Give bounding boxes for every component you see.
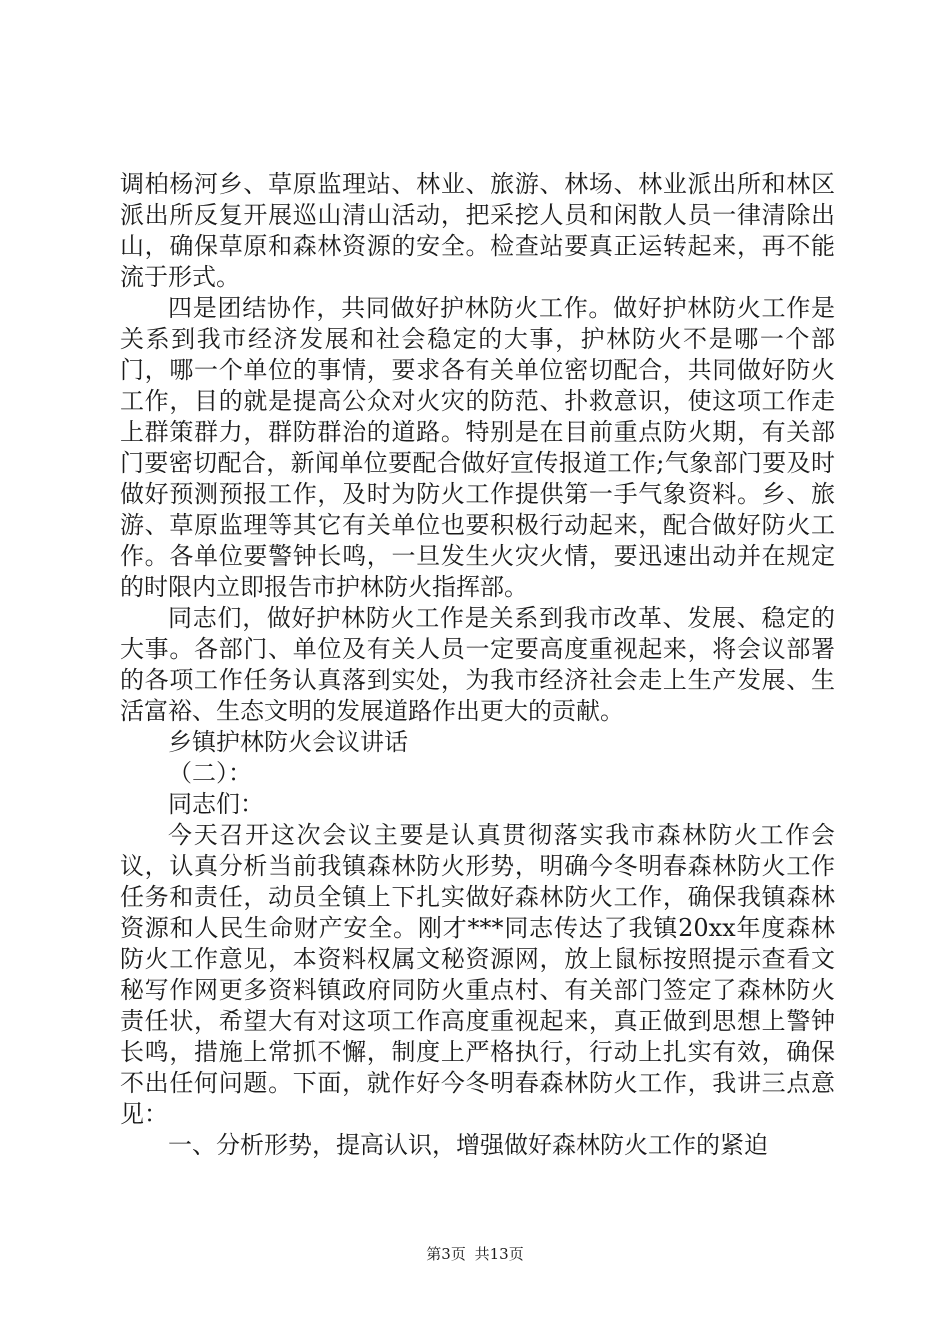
paragraph: 调柏杨河乡、草原监理站、林业、旅游、林场、林业派出所和林区派出所反复开展巡山清山活动，把采挖人员和闲散人员一律清除出山，确保草原和森林资源的安全。检查站要真正运转起来，再不能流于形式。 bbox=[120, 170, 835, 291]
paragraph: 一、分析形势，提高认识，增强做好森林防火工作的紧迫 bbox=[168, 1131, 768, 1159]
document-body bbox=[120, 169, 835, 1161]
paragraph: 四是团结协作，共同做好护林防火工作。做好护林防火工作是关系到我市经济发展和社会稳定的大事，护林防火不是哪一个部门，哪一个单位的事情，要求各有关单位密切配合，共同做好防火工作，目的就是提高公众对火灾的防范、扑救意识，使这项工作走上群策群力，群防群治的道路。特别是在目前重点防火期，有关部门要密切配合，新闻单位要配合做好宣传报道工作;气象部门要及时做好预测预报工作，及时为防火工作提供第一手气象资料。乡、旅游、草原监理等其它有关单位也要积极行动起来，配合做好防火工作。各单位要警钟长鸣，一旦发生火灾火情，要迅速出动并在规定的时限内立即报告市护林防火指挥部。 bbox=[120, 294, 835, 601]
page-number: 第3页 bbox=[426, 1245, 466, 1263]
page-footer bbox=[0, 1243, 950, 1264]
page-total: 共13页 bbox=[474, 1245, 524, 1263]
section-number: （二）： bbox=[168, 759, 252, 787]
section-heading: 乡镇护林防火会议讲话 bbox=[168, 728, 408, 756]
salutation: 同志们： bbox=[168, 790, 264, 818]
paragraph: 今天召开这次会议主要是认真贯彻落实我市森林防火工作会议，认真分析当前我镇森林防火形势，明确今冬明春森林防火工作任务和责任，动员全镇上下扎实做好森林防火工作，确保我镇森林资源和人民生命财产安全。刚才***同志传达了我镇20xx年度森林防火工作意见，本资料权属文秘资源网，放上鼠标按照提示查看文秘写作网更多资料镇政府同防火重点村、有关部门签定了森林防火责任状，希望大有对这项工作高度重视起来，真正做到思想上警钟长鸣，措施上常抓不懈，制度上严格执行，行动上扎实有效，确保不出任何问题。下面，就作好今冬明春森林防火工作，我讲三点意见： bbox=[120, 821, 835, 1128]
paragraph: 同志们，做好护林防火工作是关系到我市改革、发展、稳定的大事。各部门、单位及有关人员一定要高度重视起来，将会议部署的各项工作任务认真落到实处，为我市经济社会走上生产发展、生活富裕、生态文明的发展道路作出更大的贡献。 bbox=[120, 604, 835, 725]
